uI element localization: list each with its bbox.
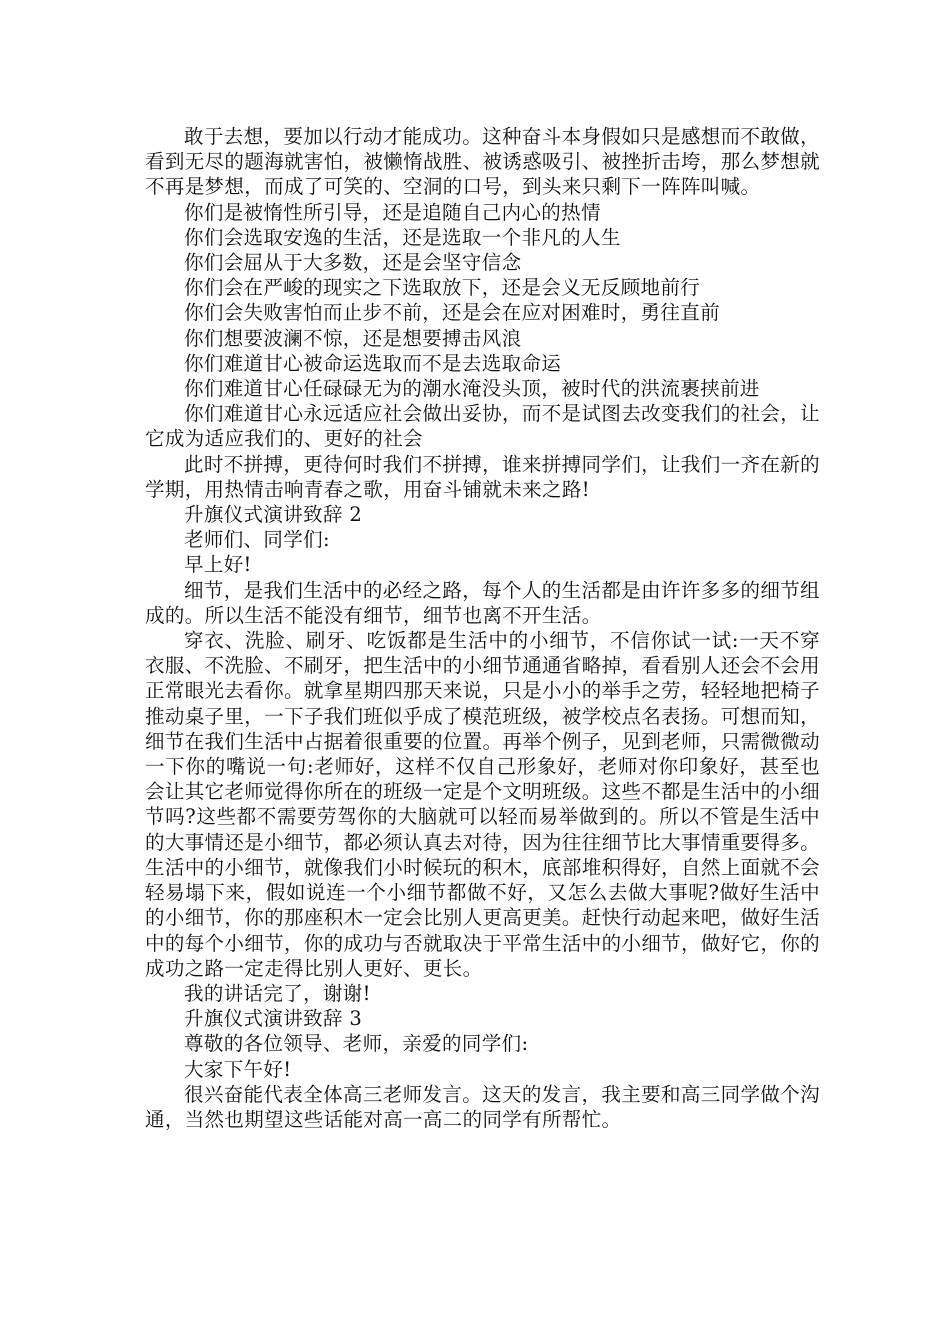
paragraph: 你们会在严峻的现实之下选取放下，还是会义无反顾地前行 xyxy=(184,276,701,300)
paragraph: 你们是被惰性所引导，还是追随自己内心的热情 xyxy=(184,200,601,224)
paragraph: 你们难道甘心被命运选取而不是去选取命运 xyxy=(184,351,562,375)
paragraph: 穿衣、洗脸、刷牙、吃饭都是生活中的小细节，不信你试一试:一天不穿衣服、不洗脸、不刷牙，把生活中的小细节通通省略掉，看看别人还会不会用正常眼光去看你。就拿星期四那天来说，只是小小的举手之劳，轻轻地把椅子推动桌子里，一下子我们班似乎成了模范班级，被学校点名表扬。可想而知，细节在我们生活中占据着很重要的位置。再举个例子，见到老师，只需微微动一下你的嘴说一句:老师好，这样不仅自己形象好，老师对你印象好，甚至也会让其它老师觉得你所在的班级一定是个文明班级。这些不都是生活中的小细节吗?这些都不需要劳驾你的大脑就可以轻而易举做到的。所以不管是生活中的大事情还是小细节，都必须认真去对待，因为往往细节比大事情重要得多。生活中的小细节，就像我们小时候玩的积木，底部堆积得好，自然上面就不会轻易塌下来，假如说连一个小细节都做不好，又怎么去做大事呢?做好生活中的小细节，你的那座积木一定会比别人更高更美。赶快行动起来吧，做好生活中的每个小细节，你的成功与否就取决于平常生活中的小细节，做好它，你的成功之路一定走得比别人更好、更长。 xyxy=(145,629,820,980)
paragraph: 你们难道甘心永远适应社会做出妥协，而不是试图去改变我们的社会，让它成为适应我们的、更好的社会 xyxy=(145,402,820,451)
section-heading: 升旗仪式演讲致辞 2 xyxy=(184,503,363,527)
paragraph: 你们想要波澜不惊，还是想要搏击风浪 xyxy=(184,326,522,350)
paragraph: 细节，是我们生活中的必经之路，每个人的生活都是由许许多多的细节组成的。所以生活不能没有细节，细节也离不开生活。 xyxy=(145,578,820,627)
salutation: 尊敬的各位领导、老师，亲爱的同学们: xyxy=(184,1032,529,1056)
section-heading: 升旗仪式演讲致辞 3 xyxy=(184,1007,363,1031)
document-body xyxy=(145,124,820,1132)
paragraph: 此时不拼搏，更待何时我们不拼搏，谁来拼搏同学们，让我们一齐在新的学期，用热情击响青春之歌，用奋斗铺就未来之路! xyxy=(145,452,820,501)
greeting: 早上好! xyxy=(184,553,252,577)
paragraph: 你们会选取安逸的生活，还是选取一个非凡的人生 xyxy=(184,225,621,249)
closing: 我的讲话完了，谢谢! xyxy=(184,981,371,1005)
paragraph: 很兴奋能代表全体高三老师发言。这天的发言，我主要和高三同学做个沟通，当然也期望这些话能对高一高二的同学有所帮忙。 xyxy=(145,1082,820,1131)
paragraph: 你们难道甘心任碌碌无为的潮水淹没头顶，被时代的洪流裹挟前进 xyxy=(184,377,760,401)
paragraph: 你们会失败害怕而止步不前，还是会在应对困难时，勇往直前 xyxy=(184,301,720,325)
greeting: 大家下午好! xyxy=(184,1057,292,1081)
paragraph: 你们会屈从于大多数，还是会坚守信念 xyxy=(184,251,522,275)
paragraph: 敢于去想，要加以行动才能成功。这种奋斗本身假如只是感想而不敢做，看到无尽的题海就害怕，被懒惰战胜、被诱惑吸引、被挫折击垮，那么梦想就不再是梦想，而成了可笑的、空洞的口号，到头来只剩下一阵阵叫喊。 xyxy=(145,125,820,199)
salutation: 老师们、同学们: xyxy=(184,528,330,552)
